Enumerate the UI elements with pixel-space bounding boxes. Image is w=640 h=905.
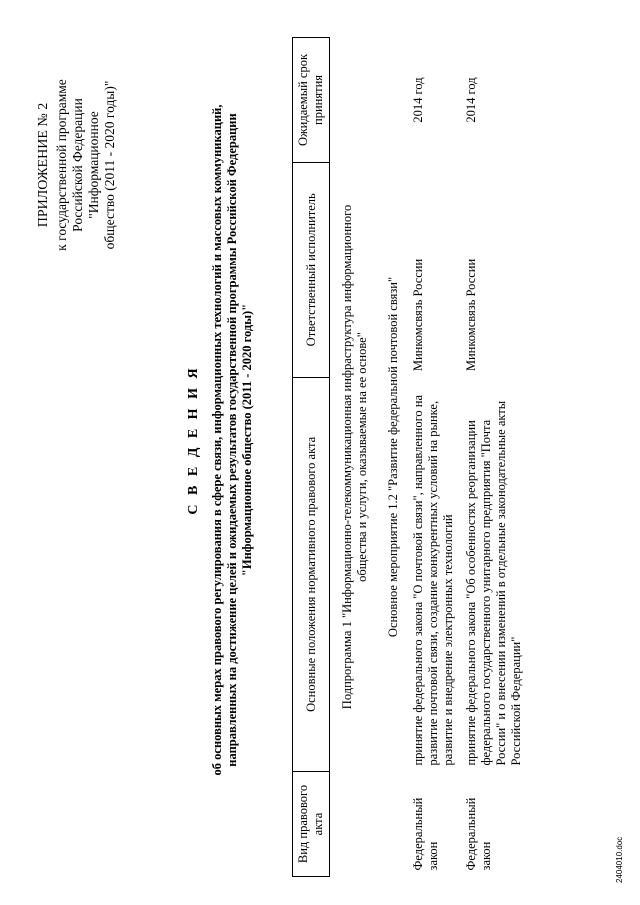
deadline-cell: 2014 год <box>411 77 425 123</box>
title-line: "Информационное общество (2011 - 2020 годы)" <box>240 303 254 577</box>
appendix-heading: ПРИЛОЖЕНИЕ № 2 <box>36 102 51 228</box>
measures-table <box>292 37 528 877</box>
measure-title: Основное мероприятие 1.2 "Развитие федеральной почтовой связи" <box>386 276 400 638</box>
table-header-row <box>293 38 330 877</box>
measure-row <box>376 38 407 877</box>
column-header-act-type: Вид правового акта <box>293 772 330 877</box>
column-header-executor: Ответственный исполнитель <box>293 162 330 377</box>
executor-cell: Минкомсвязь России <box>464 258 478 372</box>
act-type-cell: Федеральный закон <box>411 797 440 871</box>
column-header-deadline: Ожидаемый срок принятия <box>293 38 330 163</box>
executor-cell: Минкомсвязь России <box>411 258 425 372</box>
table-row <box>407 38 460 877</box>
footer-filename: 2404010.doc <box>615 836 624 883</box>
subprogram-line: общества и услуги, оказываемые на ее основе" <box>355 332 369 582</box>
title-line: направленных на достижение целей и ожидаемых результатов государственной программы Российской Федерации <box>225 113 239 767</box>
table-row <box>460 38 528 877</box>
document-title <box>186 65 255 815</box>
appendix-line: к государственной программе <box>54 79 69 251</box>
appendix-line: общество (2011 - 2020 годы)" <box>102 80 117 250</box>
subprogram-title <box>330 38 377 877</box>
subprogram-row <box>330 38 377 877</box>
deadline-cell: 2014 год <box>464 77 478 123</box>
provisions-cell: принятие федерального закона "Об особенностях реорганизации федерального государственного унитарного предприятия "Почта России" и о внесении изменений в отдельные законодательные акты Российской Федерации" <box>464 400 523 766</box>
column-header-provisions: Основные положения нормативного правового акта <box>293 377 330 771</box>
appendix-block <box>36 45 118 285</box>
provisions-cell: принятие федерального закона "О почтовой связи", направленного на развитие почтовой связи, создание конкурентных условий на рынке, развитие и внедрение электронных технологий <box>411 395 455 766</box>
subprogram-line: Подпрограмма 1 "Информационно-телекоммуникационная инфраструктура информационного <box>340 204 354 710</box>
title-heading: С В Е Д Е Н И Я <box>186 365 201 515</box>
act-type-cell: Федеральный закон <box>464 797 493 871</box>
appendix-line: Российской Федерации "Информационное <box>70 98 101 232</box>
title-line: об основных мерах правового регулирования в сфере связи, информационных технологий и массовых коммуникаций, <box>210 104 224 776</box>
